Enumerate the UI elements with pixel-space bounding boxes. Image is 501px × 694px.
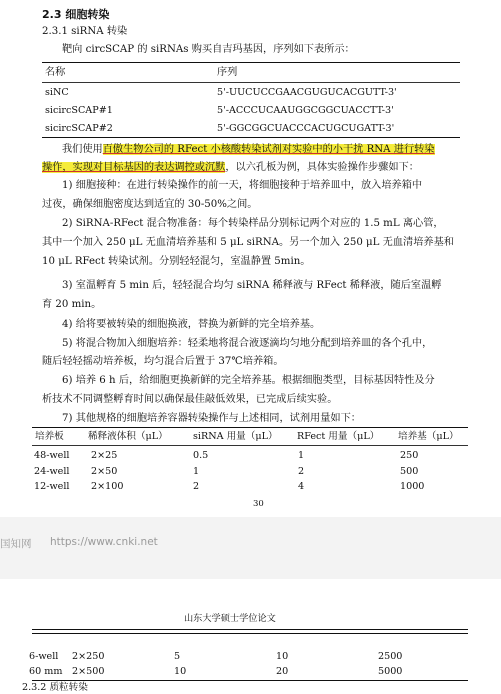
volume-table-cell: 6-well	[29, 651, 59, 662]
step-1-line: 过夜，确保细胞密度达到适宜的 30-50%之间。	[42, 199, 258, 210]
volume-table-cell: 48-well	[34, 450, 70, 461]
volume-table-cell: 1	[298, 450, 305, 461]
step-1-line: 1) 细胞接种：在进行转染操作的前一天，将细胞接种于培养皿中，放入培养箱中	[62, 180, 423, 191]
volume-table-cell: 2×250	[72, 651, 105, 662]
table-row-seq: 5'-GGCGGCUACCCACUGCUGATT-3'	[217, 123, 395, 134]
watermark-site-name: 国知网	[0, 538, 32, 550]
watermark-url: https://www.cnki.net	[50, 536, 158, 548]
volume-table-cell: 10	[276, 651, 289, 662]
volume-table-cell: 2	[193, 481, 200, 492]
subsection-heading: 2.3.1 siRNA 转染	[42, 26, 128, 37]
step-3-line: 3) 室温孵育 5 min 后，轻轻混合均匀 siRNA 稀释液与 RFect 稀释液，随后室温孵	[62, 280, 442, 291]
step-6-line: 6) 培养 6 h 后，给细胞更换新鲜的完全培养基。根据细胞类型，目标基因特性及分	[62, 375, 435, 386]
volume-table-header: RFect 用量（μL）	[297, 431, 380, 442]
table-header-name: 名称	[45, 67, 66, 78]
page-gap	[0, 517, 501, 579]
step-7-line: 7) 其他规格的细胞培养容器转染操作与上述相同，试剂用量如下：	[62, 413, 361, 424]
step-6-line: 析技术不同调整孵育时间以确保最佳敲低效果，已完成后续实验。	[42, 394, 338, 405]
volume-table-cell: 2×50	[91, 466, 118, 477]
paragraph-text: ，以六孔板为例，具体实验操作步骤如下：	[225, 162, 419, 173]
volume-table-cell: 250	[400, 450, 419, 461]
step-2-line: 其中一个加入 250 μL 无血清培养基和 5 μL siRNA。另一个加入 250 μL 无血清培养基和	[42, 237, 454, 248]
step-3-line: 育 20 min。	[42, 299, 102, 310]
section-heading: 2.3 细胞转染	[42, 8, 110, 21]
volume-table-cell: 4	[298, 481, 305, 492]
table-top-rule	[42, 62, 460, 63]
table-bottom-rule	[42, 137, 460, 138]
volume-table-header: 稀释液体积（μL）	[88, 431, 168, 442]
volume-table-cell: 1000	[400, 481, 425, 492]
volume-table-cell: 10	[174, 666, 187, 677]
table-row-seq: 5'-ACCCUCAAUGGCGGCUACCTT-3'	[217, 105, 394, 116]
volume-table-cell: 60 mm	[29, 666, 63, 677]
highlighted-text: 百傲生物公司的	[102, 144, 175, 155]
page-header: 山东大学硕士学位论文	[184, 613, 276, 624]
table-row-name: sicircSCAP#2	[45, 123, 113, 134]
volume-table-cell: 2	[298, 466, 305, 477]
volume-table-cell: 500	[400, 466, 419, 477]
table-row-seq: 5'-UUCUCCGAACGUGUCACGUTT-3'	[217, 87, 397, 98]
table-continued-top-rule	[32, 633, 468, 634]
volume-table-header: siRNA 用量（μL）	[193, 431, 278, 442]
step-2-line: 2) SiRNA-RFect 混合物准备：每个转染样品分别标记两个对应的 1.5 mL 离心管，	[62, 218, 444, 229]
highlighted-text: RFect 小核酸转染试剂对实验中的小干扰 RNA 进行转染	[174, 144, 435, 155]
paragraph-line	[42, 161, 419, 174]
volume-table-cell: 5000	[378, 666, 403, 677]
volume-table-cell: 12-well	[34, 481, 70, 492]
step-4-line: 4) 给将要被转染的细胞换液，替换为新鲜的完全培养基。	[62, 319, 321, 330]
page-number: 30	[253, 499, 264, 509]
volume-table-top-rule	[32, 427, 468, 428]
table-row-name: siNC	[45, 87, 69, 98]
volume-table-cell: 20	[276, 666, 289, 677]
next-heading-fragment: 2.3.2 质粒转染	[22, 682, 88, 693]
table-header-rule	[42, 82, 460, 83]
paragraph-line	[62, 143, 435, 156]
volume-table-cell: 0.5	[193, 450, 209, 461]
volume-table-cell: 2×500	[72, 666, 105, 677]
table-bottom-rule	[32, 680, 468, 681]
volume-table-header: 培养板	[35, 431, 64, 442]
document-page-2	[0, 579, 501, 693]
volume-table-cell: 5	[174, 651, 181, 662]
table-row-name: sicircSCAP#1	[45, 105, 113, 116]
intro-text: 靶向 circSCAP 的 siRNAs 购买自吉玛基因，序列如下表所示：	[62, 44, 355, 55]
volume-table-cell: 24-well	[34, 466, 70, 477]
header-rule	[32, 629, 468, 630]
volume-table-cell: 2×25	[91, 450, 118, 461]
volume-table-cell: 2500	[378, 651, 403, 662]
table-header-seq: 序列	[217, 67, 238, 78]
volume-table-header: 培养基（μL）	[398, 431, 459, 442]
volume-table-cell: 1	[193, 466, 200, 477]
volume-table-header-rule	[32, 445, 468, 446]
step-5-line: 随后轻轻摇动培养板，均匀混合后置于 37℃培养箱。	[42, 356, 284, 367]
step-5-line: 5) 将混合物加入细胞培养：轻柔地将混合液逐滴均匀地分配到培养皿的各个孔中，	[62, 338, 433, 349]
highlighted-text: 操作，实现对目标基因的表达调控或沉默	[42, 162, 226, 173]
volume-table-cell: 2×100	[91, 481, 124, 492]
paragraph-text: 我们使用	[62, 144, 103, 155]
step-2-line: 10 μL RFect 转染试剂。分别轻轻混匀，室温静置 5min。	[42, 256, 311, 267]
